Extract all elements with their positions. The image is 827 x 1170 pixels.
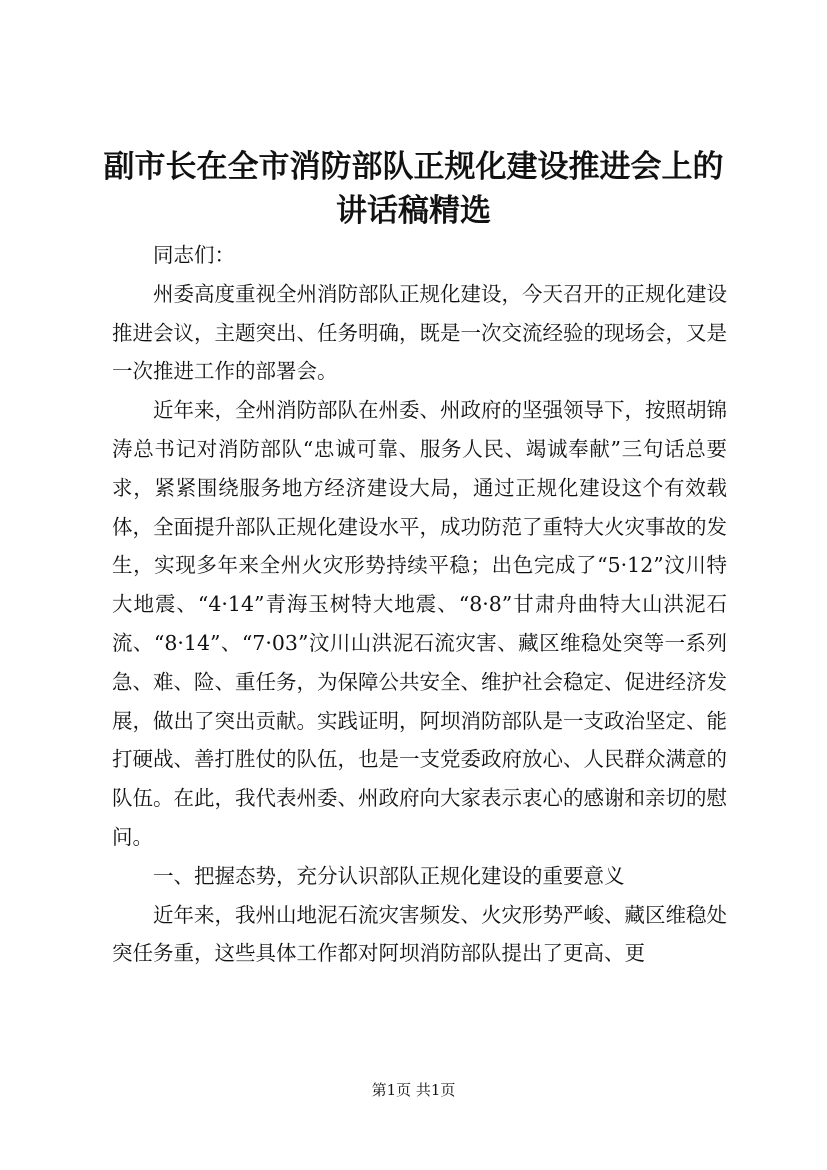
paragraph-2: 近年来，全州消防部队在州委、州政府的坚强领导下，按照胡锦涛总书记对消防部队“忠诚可靠、服务人民、竭诚奉献”三句话总要求，紧紧围绕服务地方经济建设大局，通过正规化建设这个有效载体，全面提升部队正规化建设水平，成功防范了重特大火灾事故的发生，实现多年来全州火灾形势持续平稳；出色完成了“5·12”汶川特大地震、“4·14”青海玉树特大地震、“8·8”甘肃舟曲特大山洪泥石流、“8·14”、“7·03”汶川山洪泥石流灾害、藏区维稳处突等一系列急、难、险、重任务，为保障公共安全、维护社会稳定、促进经济发展，做出了突出贡献。实践证明，阿坝消防部队是一支政治坚定、能打硬战、善打胜仗的队伍，也是一支党委政府放心、人民群众满意的队伍。在此，我代表州委、州政府向大家表示衷心的感谢和亲切的慰问。 xyxy=(112,398,727,849)
salutation: 同志们： xyxy=(153,243,235,267)
document-title: 副市长在全市消防部队正规化建设推进会上的讲话稿精选 xyxy=(103,149,724,229)
page-footer: 第1页 共1页 xyxy=(371,1081,456,1099)
paragraph-3: 近年来，我州山地泥石流灾害频发、火灾形势严峻、藏区维稳处突任务重，这些具体工作都对阿坝消防部队提出了更高、更 xyxy=(112,902,727,966)
section-heading-1: 一、把握态势，充分认识部队正规化建设的重要意义 xyxy=(153,863,625,888)
document-body xyxy=(112,236,727,973)
paragraph-1: 州委高度重视全州消防部队正规化建设，今天召开的正规化建设推进会议，主题突出、任务明确，既是一次交流经验的现场会，又是一次推进工作的部署会。 xyxy=(112,281,727,384)
